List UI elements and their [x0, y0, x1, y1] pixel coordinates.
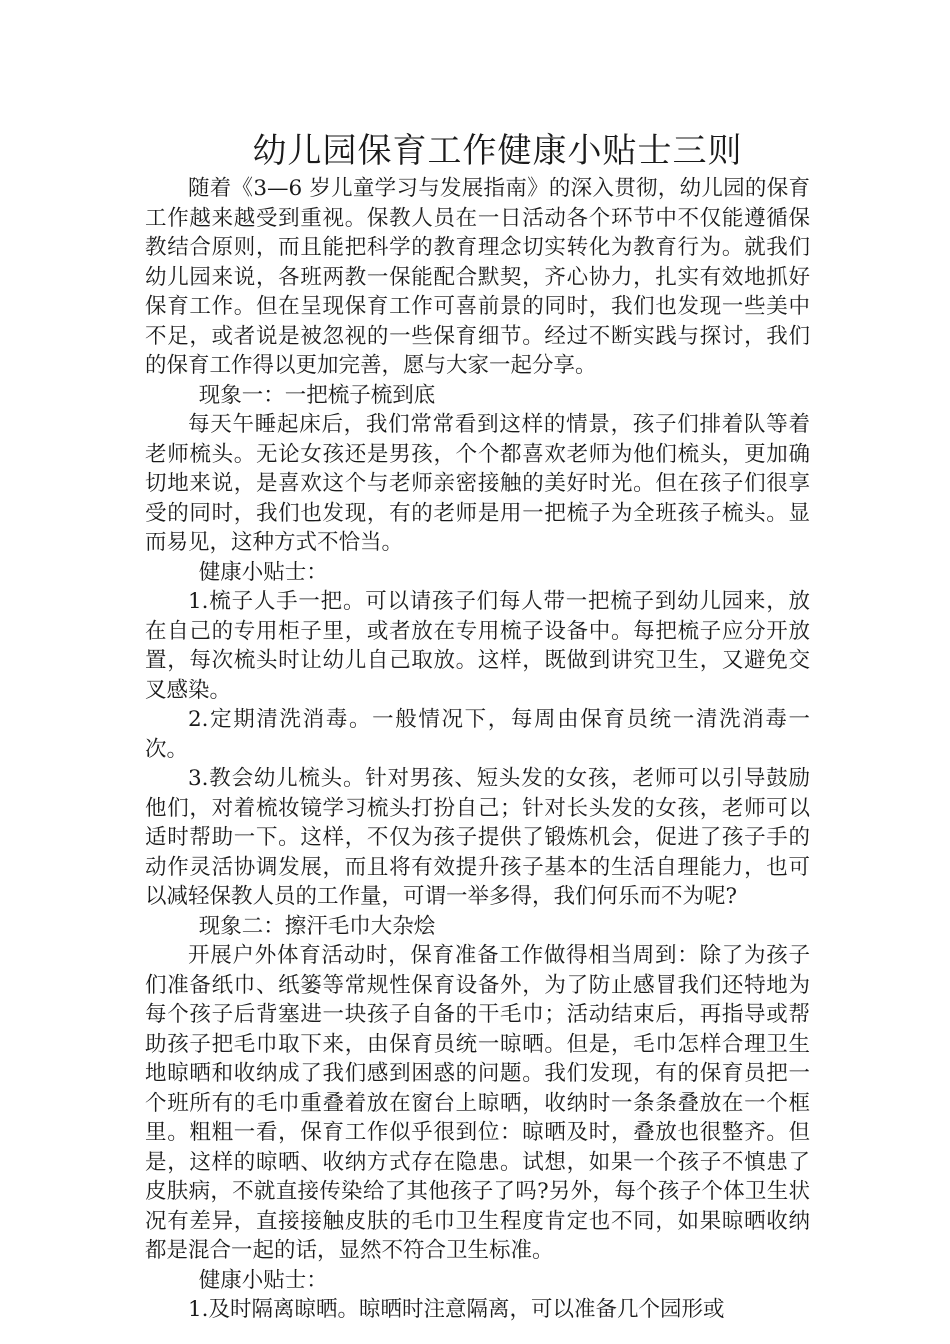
section-heading-phenomenon-one: 现象一：一把梳子梳到底	[198, 382, 436, 408]
intro-paragraph: 随着《3—6 岁儿童学习与发展指南》的深入贯彻，幼儿园的保育工作越来越受到重视。保教人员在一日活动各个环节中不仅能遵循保教结合原则，而且能把科学的教育理念切实转化为教育行为。就我们幼儿园来说，各班两教一保能配合默契，齐心协力，扎实有效地抓好保育工作。但在呈现保育工作可喜前景的同时，我们也发现一些美中不足，或者说是被忽视的一些保育细节。经过不断实践与探讨，我们的保育工作得以更加完善，愿与大家一起分享。	[145, 176, 810, 378]
tip-1-2-paragraph: 2.定期清洗消毒。一般情况下，每周由保育员统一清洗消毒一次。	[145, 707, 810, 762]
phenomenon-one-paragraph: 每天午睡起床后，我们常常看到这样的情景，孩子们排着队等着老师梳头。无论女孩还是男孩，个个都喜欢老师为他们梳头，更加确切地来说，是喜欢这个与老师亲密接触的美好时光。但在孩子们很享受的同时，我们也发现，有的老师是用一把梳子为全班孩子梳头。显而易见，这种方式不恰当。	[145, 412, 810, 555]
document-title: 幼儿园保育工作健康小贴士三则	[252, 131, 743, 171]
document-page	[145, 128, 810, 1325]
phenomenon-two-paragraph: 开展户外体育活动时，保育准备工作做得相当周到：除了为孩子们准备纸巾、纸篓等常规性保育设备外，为了防止感冒我们还特地为每个孩子后背塞进一块孩子自备的干毛巾；活动结束后，再指导或帮助孩子把毛巾取下来，由保育员统一晾晒。但是，毛巾怎样合理卫生地晾晒和收纳成了我们感到困惑的问题。我们发现，有的保育员把一个班所有的毛巾重叠着放在窗台上晾晒，收纳时一条条叠放在一个框里。粗粗一看，保育工作似乎很到位：晾晒及时，叠放也很整齐。但是，这样的晾晒、收纳方式存在隐患。试想，如果一个孩子不慎患了皮肤病，不就直接传染给了其他孩子了吗?另外，每个孩子个体卫生状况有差异，直接接触皮肤的毛巾卫生程度肯定也不同，如果晾晒收纳都是混合一起的话，显然不符合卫生标准。	[145, 943, 810, 1263]
tip-1-3-paragraph: 3.教会幼儿梳头。针对男孩、短头发的女孩，老师可以引导鼓励他们，对着梳妆镜学习梳头打扮自己；针对长头发的女孩，老师可以适时帮助一下。这样，不仅为孩子提供了锻炼机会，促进了孩子手的动作灵活协调发展，而且将有效提升孩子基本的生活自理能力，也可以减轻保教人员的工作量，可谓一举多得，我们何乐而不为呢?	[145, 766, 810, 909]
tips-heading-two: 健康小贴士：	[198, 1267, 328, 1293]
tip-1-1-paragraph: 1.梳子人手一把。可以请孩子们每人带一把梳子到幼儿园来，放在自己的专用柜子里，或者放在专用梳子设备中。每把梳子应分开放置，每次梳头时让幼儿自己取放。这样，既做到讲究卫生，又避免交叉感染。	[145, 589, 810, 703]
section-heading-phenomenon-two: 现象二：擦汗毛巾大杂烩	[198, 913, 436, 939]
tips-heading-one: 健康小贴士：	[198, 559, 328, 585]
tip-2-1-paragraph: 1.及时隔离晾晒。晾晒时注意隔离，可以准备几个园形或	[188, 1297, 725, 1322]
document-body	[145, 174, 810, 1325]
